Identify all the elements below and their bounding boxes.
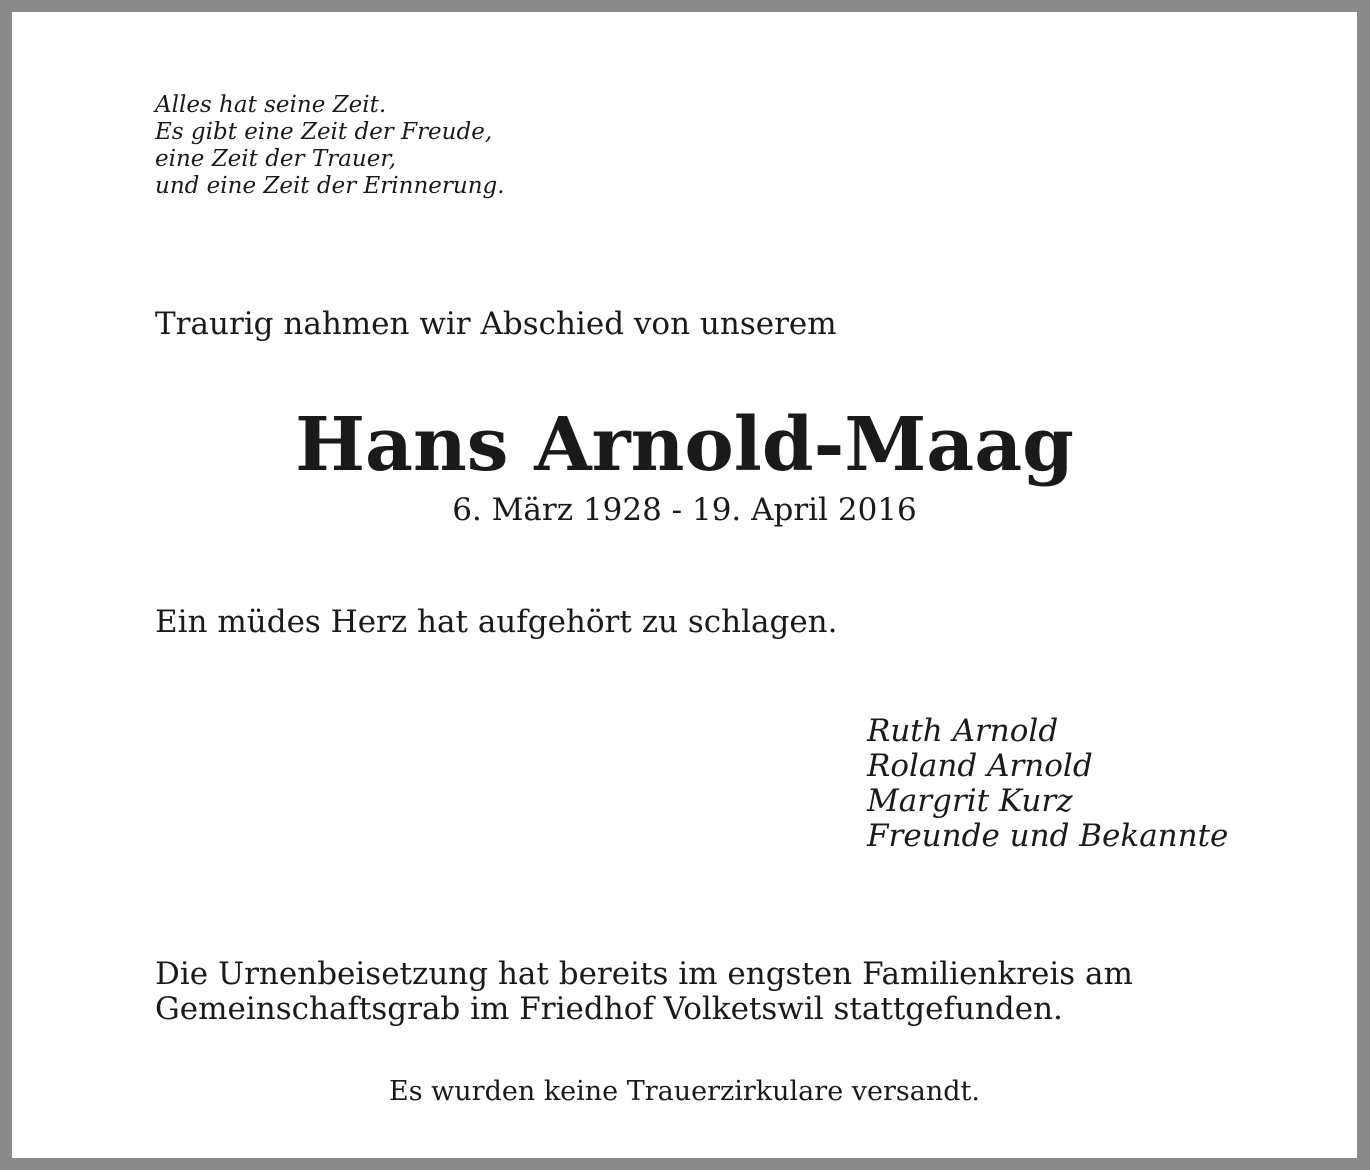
deceased-name: Hans Arnold-Maag: [295, 402, 1074, 488]
burial-line: Die Urnenbeisetzung hat bereits im engsten Familienkreis am: [155, 956, 1133, 992]
mourners-list: [867, 714, 1228, 854]
mourner-name: Roland Arnold: [867, 748, 1093, 784]
heart-line: Ein müdes Herz hat aufgehört zu schlagen.: [155, 604, 838, 640]
intro-text: Traurig nahmen wir Abschied von unserem: [155, 306, 837, 342]
motto-line: eine Zeit der Trauer,: [155, 146, 397, 172]
motto-line: Alles hat seine Zeit.: [155, 92, 387, 118]
obituary-page: [12, 12, 1357, 1158]
circular-note: Es wurden keine Trauerzirkulare versandt.: [389, 1076, 980, 1107]
burial-notice: [155, 957, 1133, 1027]
motto-line: und eine Zeit der Erinnerung.: [155, 173, 505, 199]
motto-verse: [155, 92, 505, 200]
life-dates: 6. März 1928 - 19. April 2016: [452, 492, 917, 528]
mourner-name: Margrit Kurz: [867, 783, 1073, 819]
mourner-name: Freunde und Bekannte: [867, 818, 1229, 854]
motto-line: Es gibt eine Zeit der Freude,: [155, 119, 493, 145]
mourner-name: Ruth Arnold: [867, 713, 1059, 749]
burial-line: Gemeinschaftsgrab im Friedhof Volketswil stattgefunden.: [155, 991, 1063, 1027]
